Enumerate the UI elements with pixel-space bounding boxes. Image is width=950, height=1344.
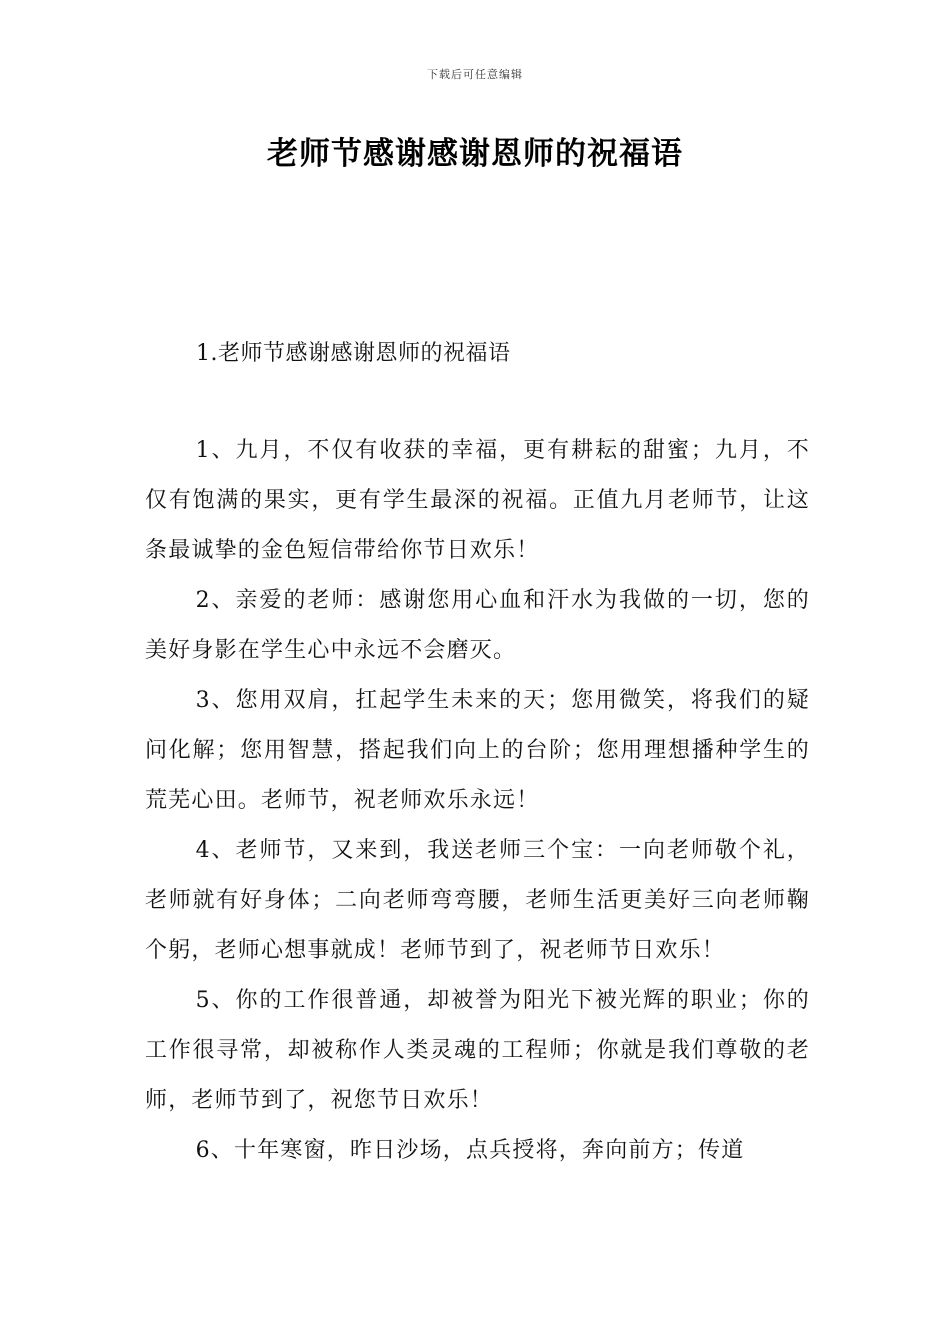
document-body bbox=[145, 426, 810, 1176]
section-heading: 1.老师节感谢感谢恩师的祝福语 bbox=[196, 341, 511, 366]
paragraph-3: 3、您用双肩，扛起学生未来的天；您用微笑，将我们的疑问化解；您用智慧，搭起我们向上的台阶；您用理想播种学生的荒芜心田。老师节，祝老师欢乐永远！ bbox=[145, 688, 810, 813]
page-title: 老师节感谢感谢恩师的祝福语 bbox=[267, 136, 683, 172]
paragraph-5: 5、你的工作很普通，却被誉为阳光下被光辉的职业；你的工作很寻常，却被称作人类灵魂的工程师；你就是我们尊敬的老师，老师节到了，祝您节日欢乐！ bbox=[145, 988, 810, 1113]
paragraph-1: 1、九月，不仅有收获的幸福，更有耕耘的甜蜜；九月，不仅有饱满的果实，更有学生最深的祝福。正值九月老师节，让这条最诚挚的金色短信带给你节日欢乐！ bbox=[145, 438, 810, 563]
header-note: 下载后可任意编辑 bbox=[427, 68, 523, 81]
paragraph-2: 2、亲爱的老师：感谢您用心血和汗水为我做的一切，您的美好身影在学生心中永远不会磨灭。 bbox=[145, 588, 810, 663]
paragraph-4: 4、老师节，又来到，我送老师三个宝：一向老师敬个礼，老师就有好身体；二向老师弯弯腰，老师生活更美好三向老师鞠个躬，老师心想事就成！老师节到了，祝老师节日欢乐！ bbox=[145, 838, 810, 963]
paragraph-6: 6、十年寒窗，昨日沙场，点兵授将，奔向前方；传道 bbox=[195, 1138, 745, 1163]
